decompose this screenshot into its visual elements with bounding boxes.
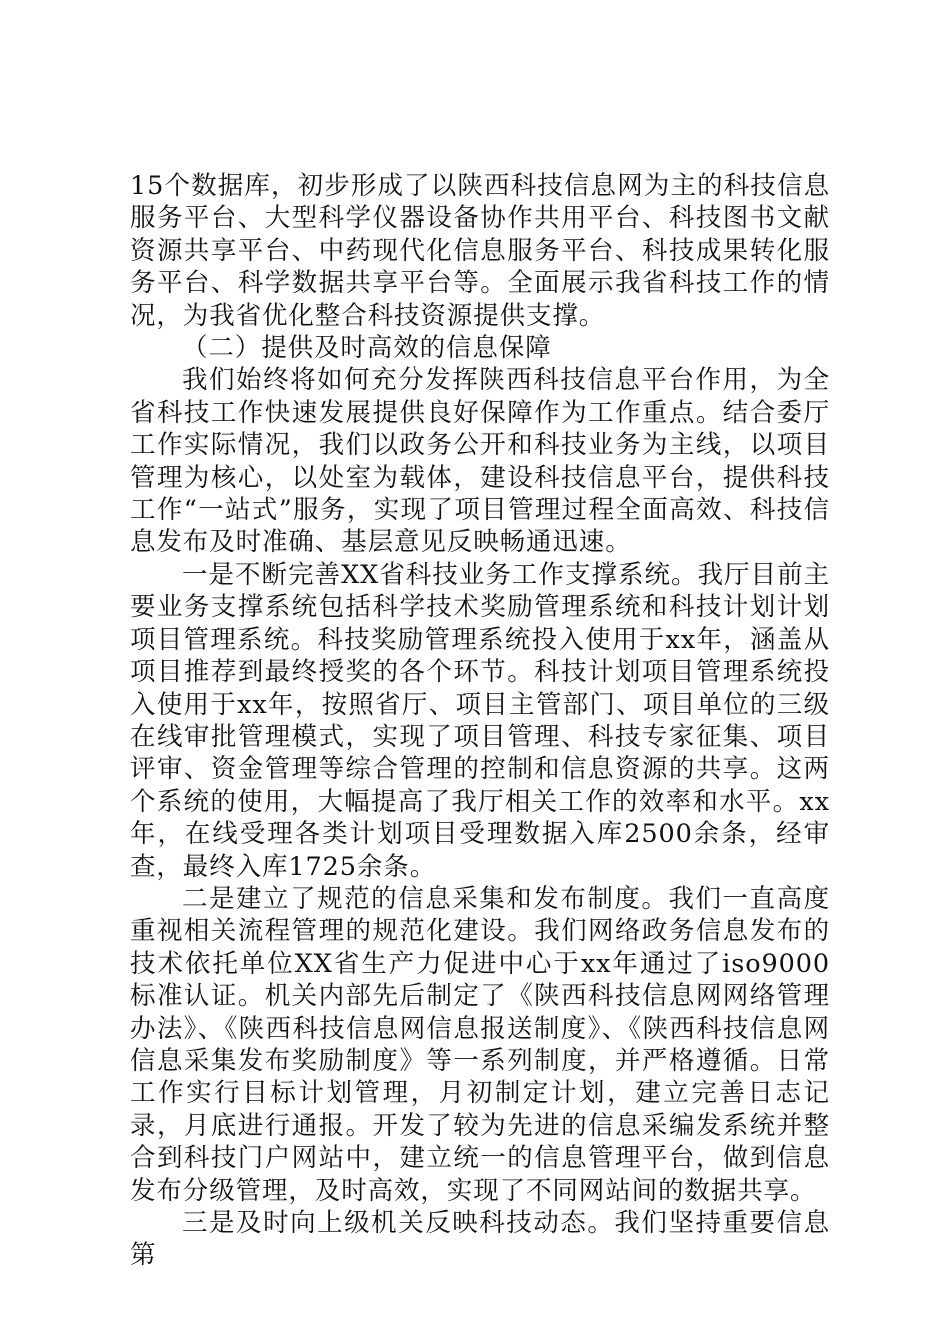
paragraph-overview: 我们始终将如何充分发挥陕西科技信息平台作用，为全省科技工作快速发展提供良好保障作为工作重点。结合委厅工作实际情况，我们以政务公开和科技业务为主线，以项目管理为核心，以处室为载体，建设科技信息平台，提供科技工作“一站式”服务，实现了项目管理过程全面高效、科技信息发布及时准确、基层意见反映畅通迅速。: [130, 365, 830, 558]
paragraph-point-three: 三是及时向上级机关反映科技动态。我们坚持重要信息第: [130, 1208, 830, 1271]
section-heading: （二）提供及时高效的信息保障: [182, 333, 552, 364]
document-body: [130, 170, 830, 1272]
paragraph-continuation: 15个数据库，初步形成了以陕西科技信息网为主的科技信息服务平台、大型科学仪器设备协作共用平台、科技图书文献资源共享平台、中药现代化信息服务平台、科技成果转化服务平台、科学数据共享平台等。全面展示我省科技工作的情况，为我省优化整合科技资源提供支撑。: [130, 171, 830, 331]
paragraph-point-two: 二是建立了规范的信息采集和发布制度。我们一直高度重视相关流程管理的规范化建设。我们网络政务信息发布的技术依托单位XX省生产力促进中心于xx年通过了iso9000标准认证。机关内部先后制定了《陕西科技信息网网络管理办法》、《陕西科技信息网信息报送制度》、《陕西科技信息网信息采集发布奖励制度》等一系列制度，并严格遵循。日常工作实行目标计划管理，月初制定计划，建立完善日志记录，月底进行通报。开发了较为先进的信息采编发系统并整合到科技门户网站中，建立统一的信息管理平台，做到信息发布分级管理，及时高效，实现了不同网站间的数据共享。: [130, 883, 830, 1206]
paragraph-point-one: 一是不断完善XX省科技业务工作支撑系统。我厅目前主要业务支撑系统包括科学技术奖励管理系统和科技计划计划项目管理系统。科技奖励管理系统投入使用于xx年，涵盖从项目推荐到最终授奖的各个环节。科技计划项目管理系统投入使用于xx年，按照省厅、项目主管部门、项目单位的三级在线审批管理模式，实现了项目管理、科技专家征集、项目评审、资金管理等综合管理的控制和信息资源的共享。这两个系统的使用，大幅提高了我厅相关工作的效率和水平。xx年，在线受理各类计划项目受理数据入库2500余条，经审查，最终入库1725余条。: [130, 559, 830, 882]
